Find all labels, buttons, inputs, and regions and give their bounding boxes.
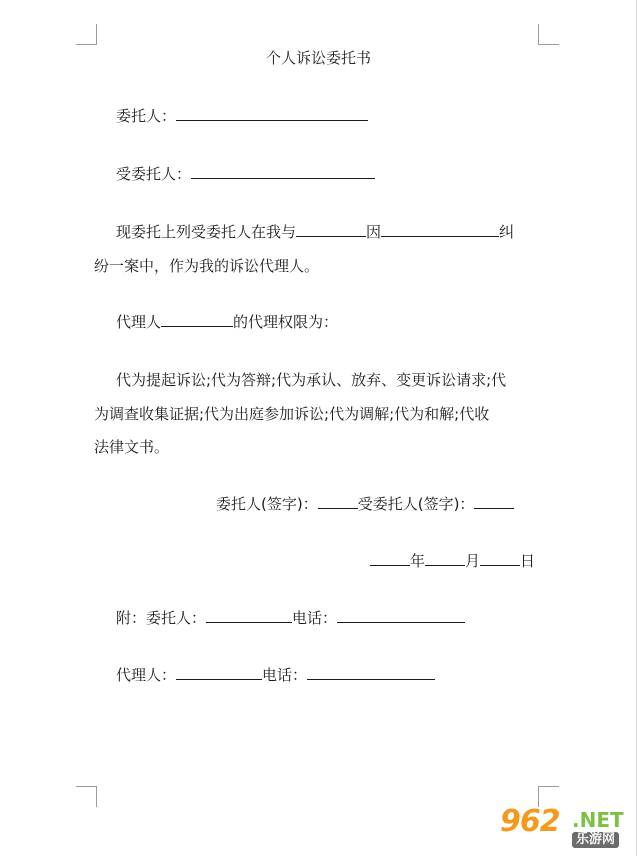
attachment-prefix: 附：委托人：	[116, 609, 207, 627]
principal-blank[interactable]	[176, 106, 368, 121]
attachment-phone1-blank[interactable]	[337, 608, 465, 623]
agent-sign-blank[interactable]	[474, 494, 514, 509]
attachment-agent-label: 代理人：	[116, 666, 177, 684]
attachment-agent-line	[116, 665, 435, 685]
para1-text-c: 纠	[499, 223, 515, 241]
attachment-phone2-label: 电话：	[262, 666, 308, 684]
date-line	[370, 551, 535, 571]
para3-line3: 法律文书。	[94, 438, 170, 456]
principal-sign-label: 委托人(签字)：	[216, 495, 318, 513]
document-title: 个人诉讼委托书	[265, 49, 371, 67]
margin-mark-bottom-left	[76, 786, 97, 807]
attachment-agent-blank[interactable]	[176, 665, 262, 680]
para2-text-b: 的代理权限为：	[233, 313, 339, 331]
watermark-domain: .NET	[572, 808, 624, 832]
day-blank[interactable]	[480, 551, 520, 566]
para1-line2: 纷一案中，作为我的诉讼代理人。	[94, 257, 320, 275]
signature-line	[216, 494, 514, 514]
para2-text-a: 代理人	[116, 313, 162, 331]
para1-line1	[116, 222, 514, 242]
agent-blank[interactable]	[191, 164, 375, 179]
month-label: 月	[465, 552, 481, 570]
day-label: 日	[520, 552, 536, 570]
agent-label: 受委托人：	[116, 165, 192, 183]
opposing-party-blank[interactable]	[296, 222, 366, 237]
attachment-phone2-blank[interactable]	[307, 665, 435, 680]
para1-text-a: 现委托上列受委托人在我与	[116, 223, 297, 241]
para2-line	[116, 312, 338, 332]
agent-sign-label: 受委托人(签字)：	[357, 495, 475, 513]
para3-line1: 代为提起诉讼;代为答辩;代为承认、放弃、变更诉讼请求;代	[116, 371, 507, 389]
attachment-principal-line	[116, 608, 465, 628]
watermark-number: 962	[500, 804, 560, 839]
principal-label: 委托人：	[116, 107, 177, 125]
para1-text-b: 因	[366, 223, 382, 241]
attachment-phone1-label: 电话：	[292, 609, 338, 627]
attachment-principal-blank[interactable]	[206, 608, 292, 623]
margin-mark-top-right	[538, 24, 559, 45]
case-reason-blank[interactable]	[381, 222, 499, 237]
agent-line	[116, 164, 375, 184]
year-blank[interactable]	[370, 551, 410, 566]
agent-name-blank[interactable]	[161, 312, 233, 327]
watermark-site-name: 乐游网	[572, 832, 619, 848]
principal-sign-blank[interactable]	[318, 494, 358, 509]
principal-line	[116, 106, 368, 126]
month-blank[interactable]	[425, 551, 465, 566]
year-label: 年	[410, 552, 426, 570]
site-watermark	[498, 804, 632, 852]
margin-mark-top-left	[76, 24, 97, 45]
para3-line2: 为调查收集证据;代为出庭参加诉讼;代为调解;代为和解;代收	[94, 405, 490, 423]
